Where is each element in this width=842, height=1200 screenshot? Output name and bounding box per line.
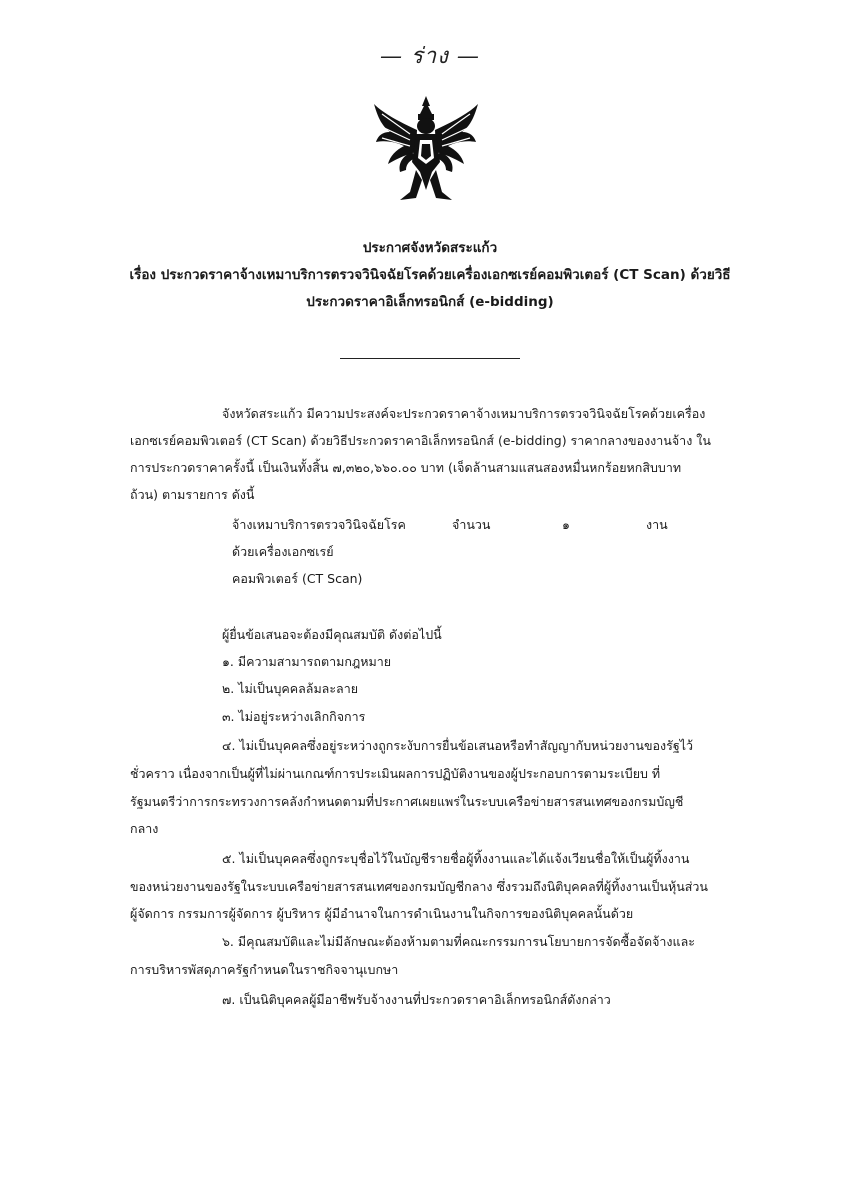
intro-line-4: ถ้วน) ตามรายการ ดังนี้ — [130, 487, 255, 502]
qualification-7: ๗. เป็นนิติบุคคลผู้มีอาชีพรับจ้างงานที่ประกวดราคาอิเล็กทรอนิกส์ดังกล่าว — [222, 992, 611, 1007]
item-name-line-1: จ้างเหมาบริการตรวจวินิจฉัยโรค — [232, 517, 406, 532]
announcement-title — [110, 235, 750, 316]
qualification-5-line-3: ผู้จัดการ กรรมการผู้จัดการ ผู้บริหาร ผู้มีอำนาจในการดำเนินงานในกิจการของนิติบุคคลนั้นด้วย — [130, 906, 634, 921]
title-divider — [340, 358, 520, 359]
garuda-emblem-icon — [370, 92, 482, 204]
item-name-line-2: ด้วยเครื่องเอกซเรย์ — [232, 544, 334, 559]
qualification-5-line-1: ๕. ไม่เป็นบุคคลซึ่งถูกระบุชื่อไว้ในบัญชีรายชื่อผู้ทิ้งงานและได้แจ้งเวียนชื่อให้เป็นผู้ทิ้งงาน — [222, 851, 690, 866]
draft-mark: — ร่าง — — [380, 44, 480, 69]
item-unit: งาน — [646, 517, 668, 532]
intro-line-3: การประกวดราคาครั้งนี้ เป็นเงินทั้งสิ้น ๗,๓๒๐,๖๖๐.๐๐ บาท (เจ็ดล้านสามแสนสองหมื่นหกร้อยหกสิบบาท — [130, 460, 682, 475]
intro-line-1: จังหวัดสระแก้ว มีความประสงค์จะประกวดราคาจ้างเหมาบริการตรวจวินิจฉัยโรคด้วยเครื่อง — [222, 406, 706, 421]
title-line-3: ประกวดราคาอิเล็กทรอนิกส์ (e-bidding) — [306, 294, 554, 310]
qualification-6-line-2: การบริหารพัสดุภาครัฐกำหนดในราชกิจจานุเบกษา — [130, 962, 399, 977]
qualifications-heading: ผู้ยื่นข้อเสนอจะต้องมีคุณสมบัติ ดังต่อไปนี้ — [222, 627, 442, 642]
item-qty-label: จำนวน — [452, 517, 491, 532]
title-line-2: เรื่อง ประกวดราคาจ้างเหมาบริการตรวจวินิจฉัยโรคด้วยเครื่องเอกซเรย์คอมพิวเตอร์ (CT Scan) ด้วยวิธี — [129, 267, 731, 283]
qualification-2: ๒. ไม่เป็นบุคคลล้มละลาย — [222, 681, 359, 696]
qualification-5-line-2: ของหน่วยงานของรัฐในระบบเครือข่ายสารสนเทศของกรมบัญชีกลาง ซึ่งรวมถึงนิติบุคคลที่ผู้ทิ้งงานเป็นหุ้นส่วน — [130, 879, 708, 894]
item-qty-value: ๑ — [562, 517, 570, 532]
intro-line-2: เอกซเรย์คอมพิวเตอร์ (CT Scan) ด้วยวิธีประกวดราคาอิเล็กทรอนิกส์ (e-bidding) ราคากลางของงานจ้าง ใน — [130, 433, 711, 448]
qualification-1: ๑. มีความสามารถตามกฎหมาย — [222, 654, 392, 669]
item-name-line-3: คอมพิวเตอร์ (CT Scan) — [232, 571, 363, 586]
qualification-3: ๓. ไม่อยู่ระหว่างเลิกกิจการ — [222, 709, 366, 724]
title-line-1: ประกาศจังหวัดสระแก้ว — [362, 240, 498, 256]
qualification-4-line-3: รัฐมนตรีว่าการกระทรวงการคลังกำหนดตามที่ประกาศเผยแพร่ในระบบเครือข่ายสารสนเทศของกรมบัญชี — [130, 794, 684, 809]
qualification-4-line-2: ชั่วคราว เนื่องจากเป็นผู้ที่ไม่ผ่านเกณฑ์การประเมินผลการปฏิบัติงานของผู้ประกอบการตามระเบียบ ที่ — [130, 766, 661, 781]
qualification-6-line-1: ๖. มีคุณสมบัติและไม่มีลักษณะต้องห้ามตามที่คณะกรรมการนโยบายการจัดซื้อจัดจ้างและ — [222, 934, 695, 949]
qualification-4-line-4: กลาง — [130, 821, 159, 836]
qualification-4-line-1: ๔. ไม่เป็นบุคคลซึ่งอยู่ระหว่างถูกระงับการยื่นข้อเสนอหรือทำสัญญากับหน่วยงานของรัฐไว้ — [222, 738, 694, 753]
